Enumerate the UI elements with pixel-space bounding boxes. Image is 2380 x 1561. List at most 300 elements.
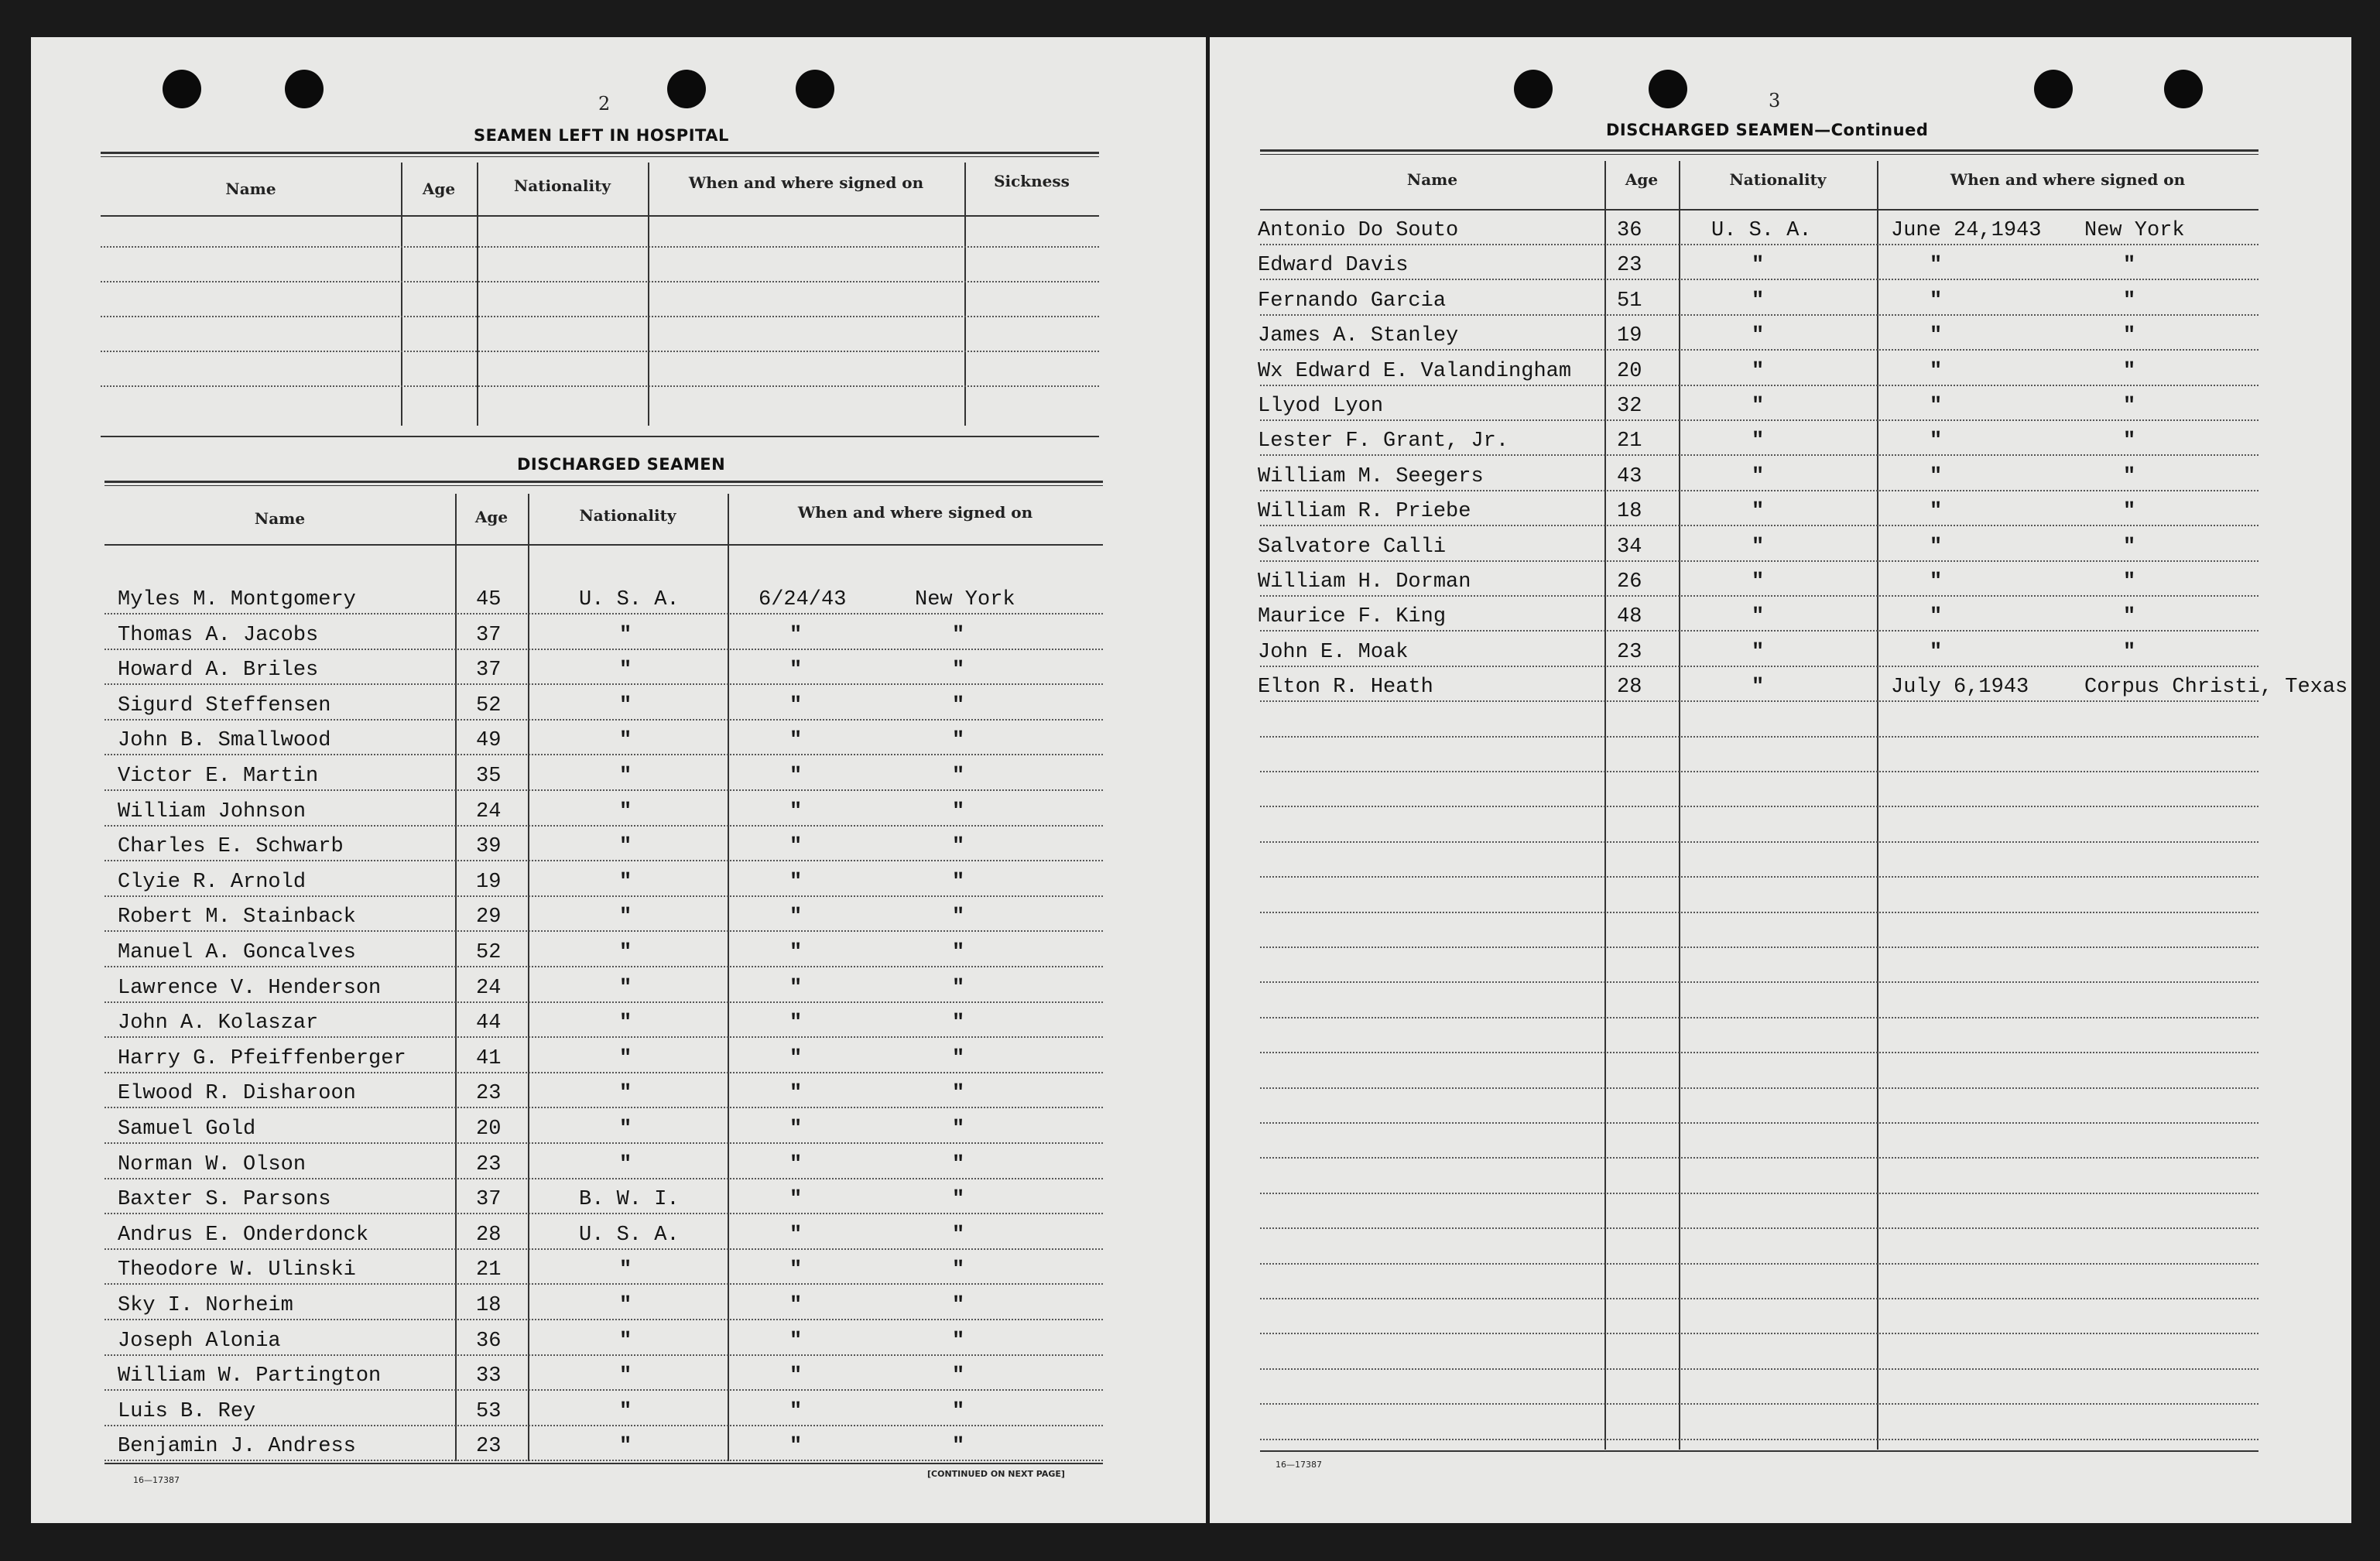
row-rule (104, 1389, 1103, 1391)
seaman-age: 20 (1617, 359, 1642, 383)
signed-on-date: " (789, 1223, 803, 1247)
blank-row (101, 385, 1099, 387)
right-page (1210, 37, 2351, 1523)
seaman-nationality: " (619, 941, 632, 964)
signed-on-date: " (789, 976, 803, 1000)
table-rule (104, 544, 1103, 546)
seaman-name: John B. Smallwood (118, 729, 331, 753)
signed-on-place: New York (915, 588, 1015, 611)
blank-row (1260, 1087, 2258, 1089)
blank-row (1260, 1263, 2258, 1265)
seaman-name: Howard A. Briles (118, 659, 319, 683)
column-divider (728, 494, 729, 1461)
seaman-name: Manuel A. Goncalves (118, 941, 356, 964)
signed-on-date: " (789, 1294, 803, 1317)
seaman-name: Sky I. Norheim (118, 1294, 293, 1317)
column-header-name: Name (225, 180, 276, 198)
seaman-age: 34 (1617, 535, 1642, 559)
column-divider (528, 494, 529, 1461)
seaman-name: Maurice F. King (1258, 605, 1447, 629)
seaman-name: Elton R. Heath (1258, 676, 1433, 700)
seaman-age: 48 (1617, 605, 1642, 629)
seaman-nationality: " (619, 835, 632, 859)
row-rule (104, 1142, 1103, 1144)
seaman-age: 24 (476, 799, 502, 823)
row-rule (1260, 314, 2258, 316)
seaman-age: 37 (476, 659, 502, 683)
hospital-section-title: SEAMEN LEFT IN HOSPITAL (474, 126, 729, 145)
seaman-age: 37 (476, 623, 502, 647)
seaman-nationality: " (619, 1046, 632, 1070)
seaman-name: Llyod Lyon (1258, 395, 1384, 418)
signed-on-place: " (2123, 324, 2136, 348)
seaman-nationality: " (1752, 254, 1765, 278)
signed-on-date: " (789, 1152, 803, 1176)
blank-row (1260, 1017, 2258, 1018)
seaman-nationality: " (619, 1399, 632, 1423)
seaman-nationality: " (1752, 289, 1765, 313)
seaman-nationality: " (619, 1118, 632, 1141)
seaman-name: William R. Priebe (1258, 500, 1471, 524)
seaman-age: 18 (1617, 500, 1642, 524)
row-rule (1260, 279, 2258, 280)
seaman-age: 44 (476, 1012, 502, 1036)
signed-on-place: " (952, 1118, 965, 1141)
row-rule (1260, 490, 2258, 491)
row-rule (104, 613, 1103, 614)
seaman-name: William Johnson (118, 799, 306, 823)
seaman-nationality: " (619, 1258, 632, 1282)
signed-on-date: " (789, 941, 803, 964)
signed-on-date: " (789, 693, 803, 717)
table-rule (101, 215, 1099, 217)
seaman-name: Luis B. Rey (118, 1399, 256, 1423)
signed-on-place: " (2123, 570, 2136, 594)
signed-on-date: " (1930, 254, 1943, 278)
seaman-name: Norman W. Olson (118, 1152, 306, 1176)
row-rule (104, 683, 1103, 685)
signed-on-date: " (789, 1046, 803, 1070)
signed-on-place: " (952, 1082, 965, 1106)
seaman-name: Andrus E. Onderdonck (118, 1223, 369, 1247)
seaman-name: Sigurd Steffensen (118, 693, 331, 717)
row-rule (104, 1283, 1103, 1285)
signed-on-date: " (1930, 570, 1943, 594)
seaman-age: 23 (1617, 640, 1642, 664)
signed-on-place: " (2123, 640, 2136, 664)
punch-hole (796, 70, 834, 108)
blank-row (1260, 806, 2258, 807)
seaman-nationality: " (1752, 535, 1765, 559)
seaman-age: 19 (476, 870, 502, 894)
column-header-signed-on: When and where signed on (688, 173, 924, 192)
blank-row (1260, 736, 2258, 738)
row-rule (104, 649, 1103, 650)
seaman-age: 26 (1617, 570, 1642, 594)
row-rule (104, 1425, 1103, 1426)
row-rule (104, 966, 1103, 967)
seaman-nationality: " (619, 693, 632, 717)
row-rule (104, 1248, 1103, 1250)
row-rule (1260, 630, 2258, 632)
punch-hole (2164, 70, 2203, 108)
seaman-nationality: U. S. A. (579, 588, 680, 611)
seaman-name: Myles M. Montgomery (118, 588, 356, 611)
punch-hole (163, 70, 201, 108)
seaman-nationality: " (1752, 395, 1765, 418)
row-rule (1260, 525, 2258, 526)
row-rule (1260, 385, 2258, 386)
seaman-age: 51 (1617, 289, 1642, 313)
seaman-name: Fernando Garcia (1258, 289, 1447, 313)
seaman-age: 36 (1617, 219, 1642, 242)
seaman-age: 45 (476, 588, 502, 611)
seaman-nationality: " (619, 623, 632, 647)
signed-on-place: Corpus Christi, Texas (2084, 676, 2348, 700)
table-rule (101, 152, 1099, 157)
seaman-age: 28 (476, 1223, 502, 1247)
seaman-nationality: " (1752, 500, 1765, 524)
seaman-name: Theodore W. Ulinski (118, 1258, 356, 1282)
blank-row (1260, 1052, 2258, 1053)
blank-row (1260, 1227, 2258, 1229)
signed-on-place: " (952, 1399, 965, 1423)
column-header-name: Name (254, 509, 306, 528)
seaman-nationality: " (619, 659, 632, 683)
seaman-name: Thomas A. Jacobs (118, 623, 319, 647)
seaman-age: 39 (476, 835, 502, 859)
row-rule (1260, 454, 2258, 456)
blank-row (101, 281, 1099, 282)
signed-on-date: " (1930, 430, 1943, 454)
seaman-nationality: " (619, 976, 632, 1000)
seaman-age: 41 (476, 1046, 502, 1070)
seaman-age: 23 (476, 1435, 502, 1459)
table-rule (104, 481, 1103, 486)
punch-hole (285, 70, 324, 108)
form-number: 16—17387 (133, 1475, 180, 1485)
seaman-name: James A. Stanley (1258, 324, 1459, 348)
seaman-age: 49 (476, 729, 502, 753)
blank-row (1260, 1193, 2258, 1194)
signed-on-date: " (1930, 395, 1943, 418)
signed-on-place: " (2123, 395, 2136, 418)
row-rule (104, 1213, 1103, 1214)
signed-on-place: " (2123, 535, 2136, 559)
seaman-name: Lester F. Grant, Jr. (1258, 430, 1509, 454)
column-header-nationality: Nationality (579, 506, 676, 525)
section-title: DISCHARGED SEAMEN—Continued (1606, 121, 1929, 139)
signed-on-place: New York (2084, 219, 2185, 242)
signed-on-place: " (952, 1012, 965, 1036)
signed-on-place: " (952, 1223, 965, 1247)
seaman-name: Salvatore Calli (1258, 535, 1447, 559)
seaman-age: 23 (476, 1152, 502, 1176)
seaman-age: 20 (476, 1118, 502, 1141)
column-header-name: Name (1406, 170, 1458, 189)
seaman-name: John E. Moak (1258, 640, 1409, 664)
signed-on-date: " (1930, 605, 1943, 629)
signed-on-date: " (789, 1012, 803, 1036)
signed-on-place: " (2123, 254, 2136, 278)
row-rule (1260, 560, 2258, 562)
row-rule (1260, 349, 2258, 351)
signed-on-place: " (952, 1435, 965, 1459)
seaman-age: 52 (476, 693, 502, 717)
seaman-nationality: U. S. A. (1711, 219, 1812, 242)
seaman-age: 18 (476, 1294, 502, 1317)
blank-row (1260, 1439, 2258, 1440)
punch-hole (1649, 70, 1687, 108)
punch-hole (2034, 70, 2073, 108)
table-rule (104, 1463, 1103, 1464)
signed-on-place: " (952, 1152, 965, 1176)
row-rule (1260, 666, 2258, 667)
seaman-name: Victor E. Martin (118, 765, 319, 788)
column-divider (455, 494, 457, 1461)
blank-row (101, 351, 1099, 352)
signed-on-date: " (789, 1118, 803, 1141)
seaman-age: 21 (476, 1258, 502, 1282)
signed-on-date: " (789, 1329, 803, 1353)
signed-on-place: " (952, 765, 965, 788)
row-rule (104, 719, 1103, 721)
row-rule (1260, 419, 2258, 421)
seaman-nationality: " (619, 1435, 632, 1459)
column-header-signed-on: When and where signed on (1950, 170, 2186, 189)
blank-row (1260, 1298, 2258, 1299)
column-header-nationality: Nationality (514, 176, 611, 195)
seaman-name: William W. Partington (118, 1364, 382, 1388)
column-header-nationality: Nationality (1729, 170, 1827, 189)
seaman-nationality: " (1752, 640, 1765, 664)
seaman-nationality: " (619, 765, 632, 788)
signed-on-date: " (789, 1435, 803, 1459)
row-rule (104, 1354, 1103, 1356)
seaman-age: 53 (476, 1399, 502, 1423)
row-rule (1260, 700, 2258, 702)
signed-on-date: " (789, 835, 803, 859)
seaman-nationality: " (619, 1364, 632, 1388)
row-rule (104, 1319, 1103, 1320)
signed-on-place: " (2123, 605, 2136, 629)
seaman-age: 21 (1617, 430, 1642, 454)
signed-on-place: " (952, 693, 965, 717)
signed-on-date: " (1930, 359, 1943, 383)
row-rule (104, 1107, 1103, 1108)
blank-row (101, 316, 1099, 317)
signed-on-place: " (952, 623, 965, 647)
signed-on-date: July 6,1943 (1891, 676, 2029, 700)
seaman-name: William H. Dorman (1258, 570, 1471, 594)
signed-on-place: " (2123, 464, 2136, 488)
seaman-name: Charles E. Schwarb (118, 835, 344, 859)
signed-on-date: " (789, 659, 803, 683)
seaman-age: 32 (1617, 395, 1642, 418)
signed-on-date: 6/24/43 (759, 588, 847, 611)
seaman-nationality: " (1752, 464, 1765, 488)
seaman-name: Benjamin J. Andress (118, 1435, 356, 1459)
seaman-age: 33 (476, 1364, 502, 1388)
signed-on-place: " (952, 1364, 965, 1388)
seaman-nationality: " (619, 870, 632, 894)
seaman-nationality: " (619, 1152, 632, 1176)
seaman-age: 36 (476, 1329, 502, 1353)
row-rule (104, 825, 1103, 827)
blank-row (1260, 1122, 2258, 1124)
signed-on-place: " (952, 1329, 965, 1353)
seaman-age: 23 (476, 1082, 502, 1106)
seaman-age: 19 (1617, 324, 1642, 348)
signed-on-place: " (952, 1188, 965, 1212)
seaman-name: John A. Kolaszar (118, 1012, 319, 1036)
seaman-name: Harry G. Pfeiffenberger (118, 1046, 406, 1070)
signed-on-date: " (789, 799, 803, 823)
signed-on-date: " (789, 1399, 803, 1423)
signed-on-date: " (789, 1188, 803, 1212)
seaman-name: Elwood R. Disharoon (118, 1082, 356, 1106)
discharged-section-title: DISCHARGED SEAMEN (517, 455, 726, 474)
signed-on-date: " (1930, 289, 1943, 313)
row-rule (104, 789, 1103, 791)
seaman-name: William M. Seegers (1258, 464, 1484, 488)
seaman-name: Edward Davis (1258, 254, 1409, 278)
seaman-nationality: B. W. I. (579, 1188, 680, 1212)
signed-on-date: " (789, 870, 803, 894)
signed-on-place: " (952, 976, 965, 1000)
seaman-age: 43 (1617, 464, 1642, 488)
row-rule (104, 860, 1103, 861)
column-header-signed-on: When and where signed on (797, 503, 1033, 522)
seaman-nationality: " (619, 729, 632, 753)
signed-on-place: " (952, 799, 965, 823)
left-page (31, 37, 1206, 1523)
table-rule (1260, 149, 2258, 155)
signed-on-place: " (2123, 430, 2136, 454)
seaman-nationality: " (1752, 359, 1765, 383)
signed-on-place: " (2123, 359, 2136, 383)
signed-on-date: " (789, 765, 803, 788)
signed-on-date: " (789, 729, 803, 753)
page-number: 2 (598, 93, 611, 115)
seaman-nationality: " (1752, 430, 1765, 454)
page-number: 3 (1769, 90, 1781, 111)
row-rule (104, 1178, 1103, 1179)
punch-hole (1514, 70, 1553, 108)
seaman-name: Samuel Gold (118, 1118, 256, 1141)
signed-on-date: " (789, 1082, 803, 1106)
seaman-nationality: " (619, 1082, 632, 1106)
signed-on-date: " (1930, 640, 1943, 664)
blank-row (1260, 841, 2258, 843)
column-header-sickness: Sickness (994, 172, 1070, 190)
seaman-nationality: " (619, 1012, 632, 1036)
row-rule (104, 1001, 1103, 1003)
punch-hole (667, 70, 706, 108)
blank-row (1260, 912, 2258, 913)
seaman-nationality: " (1752, 324, 1765, 348)
seaman-name: Joseph Alonia (118, 1329, 281, 1353)
signed-on-date: " (1930, 500, 1943, 524)
signed-on-place: " (952, 941, 965, 964)
seaman-name: Antonio Do Souto (1258, 219, 1459, 242)
seaman-name: Clyie R. Arnold (118, 870, 306, 894)
row-rule (104, 754, 1103, 755)
row-rule (104, 930, 1103, 932)
seaman-nationality: " (619, 1294, 632, 1317)
signed-on-place: " (952, 1294, 965, 1317)
blank-row (1260, 1333, 2258, 1334)
seaman-nationality: " (619, 1329, 632, 1353)
blank-row (1260, 876, 2258, 878)
signed-on-place: " (952, 905, 965, 929)
signed-on-date: " (1930, 464, 1943, 488)
blank-row (1260, 947, 2258, 948)
continued-note: [CONTINUED ON NEXT PAGE] (927, 1469, 1065, 1479)
seaman-nationality: U. S. A. (579, 1223, 680, 1247)
row-rule (104, 1072, 1103, 1073)
column-header-age: Age (474, 508, 509, 526)
signed-on-date: June 24,1943 (1891, 219, 2042, 242)
signed-on-date: " (1930, 324, 1943, 348)
signed-on-place: " (2123, 289, 2136, 313)
seaman-nationality: " (619, 799, 632, 823)
signed-on-place: " (952, 659, 965, 683)
seaman-nationality: " (1752, 570, 1765, 594)
form-number: 16—17387 (1276, 1460, 1322, 1470)
seaman-age: 28 (1617, 676, 1642, 700)
blank-row (1260, 981, 2258, 983)
blank-row (1260, 1157, 2258, 1159)
row-rule (1260, 595, 2258, 597)
seaman-age: 29 (476, 905, 502, 929)
seaman-age: 37 (476, 1188, 502, 1212)
table-rule (1260, 209, 2258, 211)
blank-row (1260, 1403, 2258, 1405)
row-rule (104, 895, 1103, 897)
signed-on-place: " (952, 729, 965, 753)
signed-on-date: " (789, 1364, 803, 1388)
seaman-nationality: " (1752, 605, 1765, 629)
table-rule (1260, 1450, 2258, 1452)
row-rule (104, 1036, 1103, 1038)
signed-on-date: " (789, 623, 803, 647)
signed-on-place: " (952, 870, 965, 894)
signed-on-date: " (789, 905, 803, 929)
table-rule (101, 436, 1099, 437)
seaman-name: Lawrence V. Henderson (118, 976, 382, 1000)
signed-on-place: " (952, 1046, 965, 1070)
column-header-age: Age (422, 180, 456, 198)
seaman-name: Robert M. Stainback (118, 905, 356, 929)
seaman-nationality: " (619, 905, 632, 929)
signed-on-date: " (789, 1258, 803, 1282)
blank-row (1260, 771, 2258, 772)
seaman-name: Baxter S. Parsons (118, 1188, 331, 1212)
seaman-age: 24 (476, 976, 502, 1000)
row-rule (1260, 244, 2258, 245)
seaman-name: Wx Edward E. Valandingham (1258, 359, 1572, 383)
seaman-age: 35 (476, 765, 502, 788)
signed-on-place: " (952, 835, 965, 859)
seaman-age: 23 (1617, 254, 1642, 278)
column-header-age: Age (1625, 170, 1659, 189)
signed-on-place: " (952, 1258, 965, 1282)
blank-row (101, 246, 1099, 248)
blank-row (1260, 1368, 2258, 1370)
seaman-nationality: " (1752, 676, 1765, 700)
signed-on-place: " (2123, 500, 2136, 524)
